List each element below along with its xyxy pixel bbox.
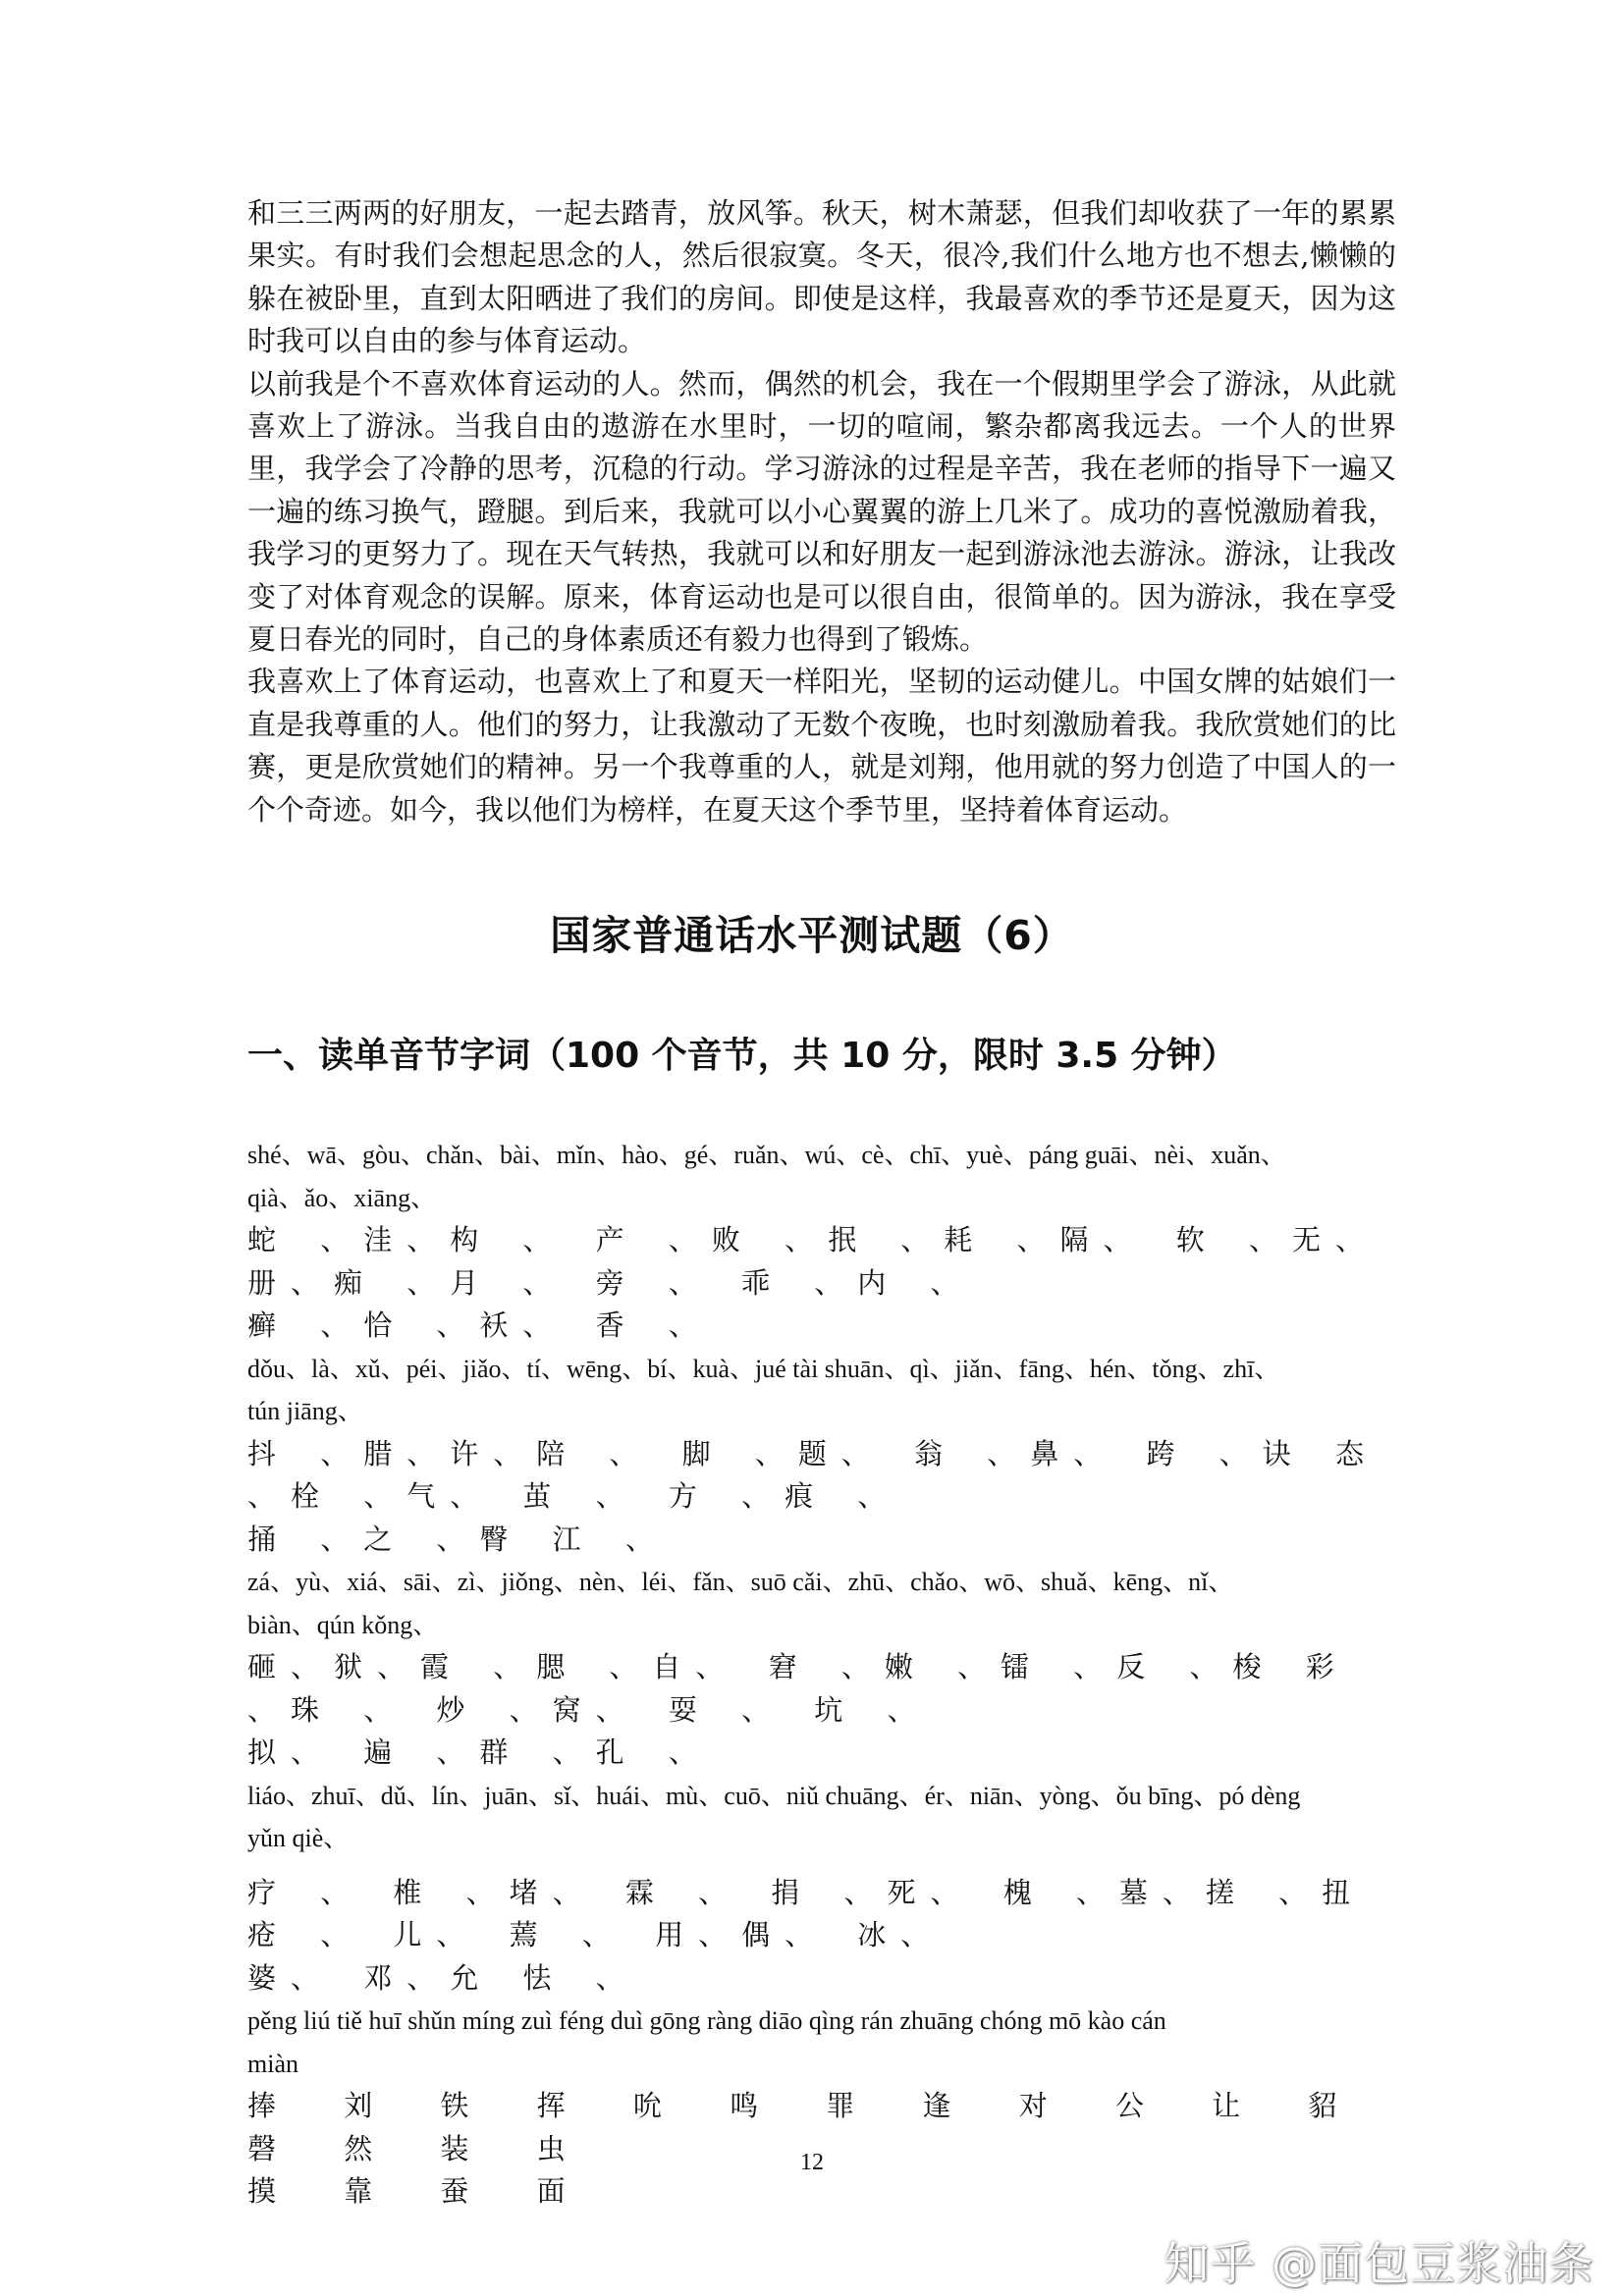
test-title: 国家普通话水平测试题（6） <box>550 912 1074 959</box>
hanzi-line: 蛇 、洼、构 、 产 、败 、抿 、耗 、隔、 软 、无、册、痴 、月 、 旁 、 乖 、内 、 <box>247 1223 1379 1300</box>
section-heading: 一、读单音节字词（100 个音节，共 10 分，限时 3.5 分钟） <box>247 1036 1237 1076</box>
syllable-drill <box>247 1134 1398 2214</box>
essay-paragraph: 和三三两两的好朋友，一起去踏青，放风筝。秋天，树木萧瑟，但我们却收获了一年的累累果实。有时我们会想起思念的人，然后很寂寞。冬天，很冷,我们什么地方也不想去,懒懒的躲在被卧里，直到太阳晒进了我们的房间。即使是这样，我最喜欢的季节还是夏天，因为这时我可以自由的参与体育运动。 <box>247 196 1396 358</box>
pinyin-line: tún jiāng、 <box>247 1397 363 1425</box>
zhihu-watermark: 知乎 @面包豆浆油条 <box>1164 2237 1595 2290</box>
pinyin-line: liáo、zhuī、dǔ、lín、juān、sǐ、huái、mù、cuō、niǔ chuāng、ér、niān、yòng、ǒu bīng、pó dèng <box>247 1781 1301 1810</box>
pinyin-line: qià、ǎo、xiāng、 <box>247 1183 437 1212</box>
hanzi-line: 拟、 遍 、群 、孔 、 <box>247 1735 712 1769</box>
pinyin-line: shé、wā、gòu、chǎn、bài、mǐn、hào、gé、ruǎn、wú、cè、chī、yuè、páng guāi、nèi、xuǎn、 <box>247 1141 1286 1169</box>
pinyin-line: miàn <box>247 2049 298 2078</box>
hanzi-line: 癣 、恰 、袄、 香 、 <box>247 1308 712 1342</box>
essay-paragraph: 以前我是个不喜欢体育运动的人。然而，偶然的机会，我在一个假期里学会了游泳，从此就喜欢上了游泳。当我自由的遨游在水里时，一切的喧闹，繁杂都离我远去。一个人的世界里，我学会了冷静的思考，沉稳的行动。学习游泳的过程是辛苦，我在老师的指导下一遍又一遍的练习换气，蹬腿。到后来，我就可以小心翼翼的游上几米了。成功的喜悦激励着我，我学习的更努力了。现在天气转热，我就可以和好朋友一起到游泳池去游泳。游泳，让我改变了对体育观念的误解。原来，体育运动也是可以很自由，很简单的。因为游泳，我在享受夏日春光的同时，自己的身体素质还有毅力也得到了锻炼。 <box>247 366 1396 657</box>
page-number: 12 <box>800 2150 824 2175</box>
essay-text <box>247 192 1396 831</box>
essay-paragraph: 我喜欢上了体育运动，也喜欢上了和夏天一样阳光，坚韧的运动健儿。中国女牌的姑娘们一直是我尊重的人。他们的努力，让我激动了无数个夜晚，也时刻激励着我。我欣赏她们的比赛，更是欣赏她们的精神。另一个我尊重的人，就是刘翔，他用就的努力创造了中国人的一个个奇迹。如今，我以他们为榜样，在夏天这个季节里，坚持着体育运动。 <box>247 665 1396 827</box>
pinyin-line: yǔn qiè、 <box>247 1824 350 1852</box>
pinyin-line: zá、yù、xiá、sāi、zì、jiǒng、nèn、léi、fǎn、suō cǎi、zhū、chǎo、wō、shuǎ、kēng、nǐ、 <box>247 1568 1234 1596</box>
hanzi-line: 疗 、 椎 、堵、 霖 、 捐 、死、 槐 、墓、搓 、扭 疮 、 儿、 蔫 、 用、偶、 冰、 <box>247 1875 1366 1951</box>
pinyin-line: biàn、qún kǒng、 <box>247 1610 439 1639</box>
hanzi-line: 婆、 邓、允 怯 、 <box>247 1960 639 1995</box>
hanzi-line: 抖 、腊、许、陪 、 脚 、题、 翁 、鼻、 跨 、诀 态 、栓 、气、 茧 、 方 、痕 、 <box>247 1436 1379 1513</box>
pinyin-line: dǒu、là、xǔ、péi、jiǎo、tí、wēng、bí、kuà、jué tài shuān、qì、jiǎn、fāng、hén、tǒng、zhī、 <box>247 1354 1280 1383</box>
hanzi-line: 捅 、之 、臀 江 、 <box>247 1522 669 1556</box>
hanzi-line: 捧 刘 铁 挥 吮 鸣 罪 逢 对 公 让 貂 磬 然 装 虫 <box>247 2089 1352 2165</box>
spacer <box>247 1860 1398 1872</box>
hanzi-line: 砸、狱、霞 、腮 、自、 窘 、嫩 、镭 、反 、梭 彩 、珠 、 炒 、窝、 耍 、 坑 、 <box>247 1650 1349 1727</box>
hanzi-line: 摸 靠 蚕 面 <box>247 2174 580 2208</box>
pinyin-line: pěng liú tiě huī shǔn míng zuì féng duì gōng ràng diāo qìng rán zhuāng chóng mō kào cán <box>247 2006 1166 2035</box>
